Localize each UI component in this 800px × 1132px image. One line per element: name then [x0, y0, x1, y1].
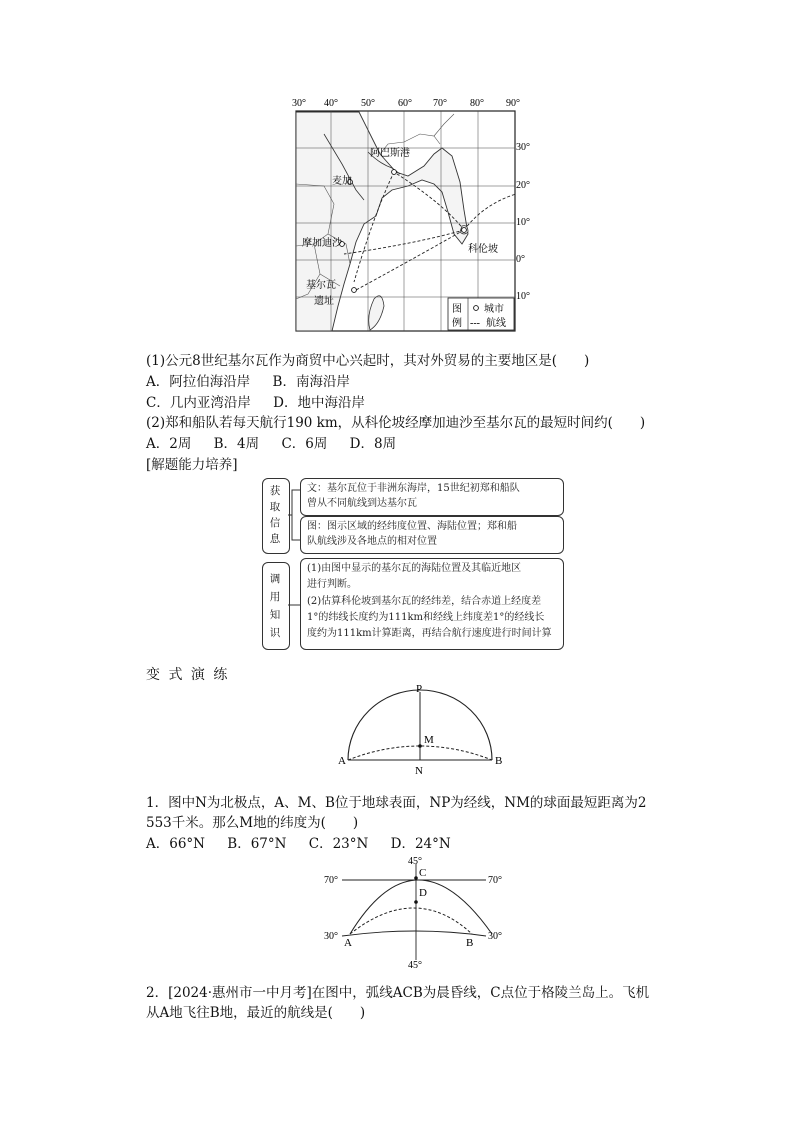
- flow-label-char: 取: [269, 501, 281, 513]
- fig1-label: B: [495, 755, 503, 767]
- question-2: (2)郑和船队若每天航行190 km，从科伦坡经摩加迪沙至基尔瓦的最短时间约( ): [146, 415, 646, 431]
- lon-label: 60°: [398, 98, 412, 109]
- flow-label-char: 识: [269, 627, 281, 639]
- flow-box-knowledge: [300, 558, 564, 650]
- option-b[interactable]: B．67°N: [227, 836, 287, 852]
- place-label: 阿巴斯港: [370, 148, 410, 159]
- flow-label-char: 调: [269, 573, 281, 585]
- option-c[interactable]: C．23°N: [308, 836, 369, 852]
- fig1-label: P: [416, 683, 423, 695]
- option-a[interactable]: A．66°N: [146, 836, 205, 852]
- option-a[interactable]: A．2周: [146, 436, 192, 452]
- section-heading: [解题能力培养]: [146, 457, 238, 473]
- fig2-label: B: [466, 937, 474, 949]
- lat-label: 10°: [516, 291, 530, 302]
- fig1-label: N: [415, 765, 423, 776]
- flow-line: 曾从不同航线到达基尔瓦: [307, 498, 417, 509]
- legend-city: 城市: [484, 304, 504, 315]
- option-b[interactable]: B．4周: [213, 436, 260, 452]
- flow-line: (1)由图中显示的基尔瓦的海陆位置及其临近地区: [307, 563, 522, 574]
- hemisphere-figure: [330, 680, 510, 776]
- fig2-label: 70°: [488, 875, 502, 886]
- option-d[interactable]: D．地中海沿岸: [273, 395, 365, 411]
- option-a[interactable]: A．阿拉伯海沿岸: [146, 374, 251, 390]
- lon-label: 30°: [292, 98, 306, 109]
- fig2-label: 45°: [408, 856, 422, 867]
- indian-ocean-map: [284, 94, 532, 334]
- lat-label: 20°: [516, 180, 530, 191]
- place-label: 基尔瓦: [306, 280, 336, 291]
- legend-title: 图: [452, 304, 462, 315]
- fig2-label: 70°: [324, 875, 338, 886]
- flow-line: 1°的纬线长度约为111km和经线上纬度差1°的经线长: [307, 612, 545, 623]
- flow-box-text: [300, 478, 564, 516]
- flow-line: 进行判断。: [307, 579, 357, 590]
- flow-line: 队航线涉及各地点的相对位置: [307, 536, 437, 547]
- practice-q2-line2: 从A地飞往B地，最近的航线是( ): [146, 1005, 366, 1021]
- flow-label-box: [262, 562, 290, 650]
- place-label: 麦加: [332, 176, 352, 187]
- place-label: 遗址: [314, 296, 334, 307]
- fig1-label: A: [338, 755, 346, 767]
- option-b[interactable]: B．南海沿岸: [272, 374, 350, 390]
- flow-label-box: [262, 478, 290, 554]
- practice-q2-line1: 2．[2024·惠州市一中月考]在图中，弧线ACB为晨昏线，C点位于格陵兰岛上。飞机: [146, 985, 650, 1001]
- fig2-label: 30°: [488, 931, 502, 942]
- fig2-label: D: [419, 887, 427, 899]
- question-1-options: [146, 373, 368, 391]
- map-figure: [284, 94, 532, 334]
- question-1: (1)公元8世纪基尔瓦作为商贸中心兴起时，其对外贸易的主要地区是( ): [146, 353, 590, 369]
- lon-label: 70°: [433, 98, 447, 109]
- flow-label-char: 知: [269, 609, 281, 621]
- option-d[interactable]: D．8周: [349, 436, 397, 452]
- flow-box-figure: [300, 516, 564, 554]
- flow-label-char: 获: [269, 485, 281, 497]
- legend-route: 航线: [486, 318, 506, 329]
- lon-label: 50°: [361, 98, 375, 109]
- fig2-label: 30°: [324, 931, 338, 942]
- terminator-figure: [320, 852, 510, 970]
- flow-line: 文：基尔瓦位于非洲东海岸，15世纪初郑和船队: [307, 483, 520, 494]
- flow-label-char: 用: [269, 591, 281, 603]
- practice-q1-line2: 553千米。那么M地的纬度为( ): [146, 815, 359, 831]
- lon-label: 80°: [470, 98, 484, 109]
- question-2-options: [146, 435, 414, 453]
- legend-title: 例: [452, 318, 462, 329]
- question-1-options: [146, 394, 383, 412]
- option-c[interactable]: C．6周: [281, 436, 328, 452]
- fig1-label: M: [424, 734, 434, 746]
- fig2-label: C: [419, 867, 427, 879]
- flow-label-char: 信: [269, 517, 281, 529]
- place-label: 摩加迪沙: [302, 238, 342, 249]
- lat-label: 0°: [516, 254, 525, 265]
- flow-line: (2)估算科伦坡到基尔瓦的经纬差，结合赤道上经度差: [307, 596, 542, 607]
- lon-label: 90°: [506, 98, 520, 109]
- fig2-label: 45°: [408, 960, 422, 970]
- legend-route-mark: ---: [470, 318, 480, 329]
- lat-label: 30°: [516, 142, 530, 153]
- flow-label-char: 息: [269, 533, 281, 545]
- lat-label: 10°: [516, 217, 530, 228]
- flow-line: 图：图示区域的经纬度位置、海陆位置；郑和船: [307, 521, 517, 532]
- practice-title: 变 式 演 练: [146, 667, 230, 683]
- flow-line: 度约为111km计算距离，再结合航行速度进行时间计算: [307, 628, 552, 639]
- lon-label: 40°: [324, 98, 338, 109]
- fig2-label: A: [344, 937, 352, 949]
- practice-q1-line1: 1．图中N为北极点，A、M、B位于地球表面，NP为经线，NM的球面最短距离为2: [146, 795, 647, 811]
- option-c[interactable]: C．几内亚湾沿岸: [146, 395, 251, 411]
- option-d[interactable]: D．24°N: [390, 836, 451, 852]
- place-label: 科伦坡: [468, 244, 498, 255]
- practice-q1-options: [146, 835, 469, 853]
